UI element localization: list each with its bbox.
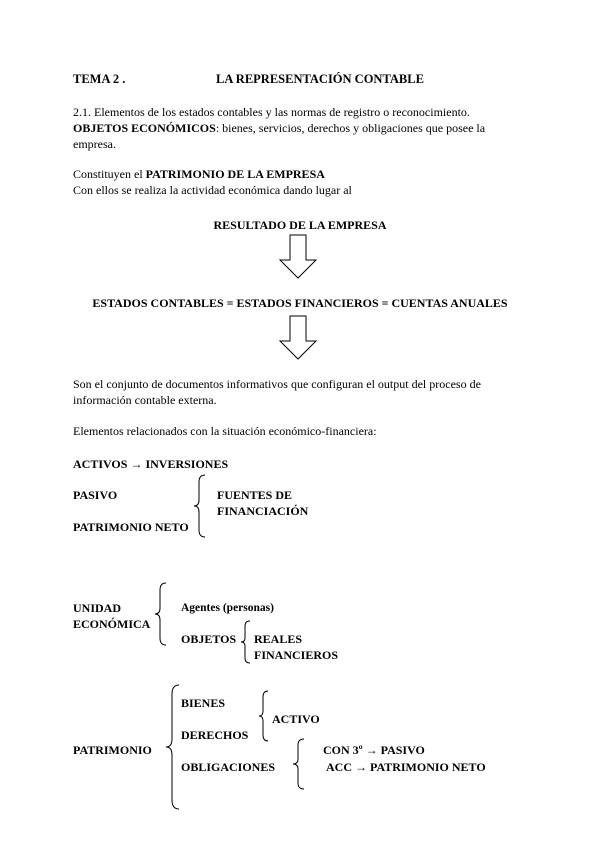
right-arrow-icon: → [365, 743, 378, 757]
resultado-heading: RESULTADO DE LA EMPRESA [213, 218, 387, 232]
bienes-label: BIENES [181, 696, 226, 710]
right-arrow-icon: → [355, 760, 367, 774]
down-arrow-icon [278, 315, 318, 361]
description-line-2: información contable externa. [73, 393, 217, 407]
topic-number: TEMA 2 . [73, 72, 126, 86]
fuentes-line-2: FINANCIACIÓN [217, 504, 309, 518]
intro-line-2 [73, 121, 485, 136]
down-arrow-icon [278, 234, 318, 280]
pasivo-label: PASIVO [73, 488, 118, 502]
financieros-label: FINANCIEROS [254, 648, 339, 662]
left-brace-icon [193, 474, 207, 538]
left-brace-icon [258, 690, 270, 742]
objetos-economicos-label: OBJETOS ECONÓMICOS [73, 121, 216, 135]
elementos-line: Elementos relacionados con la situación económico-financiera: [73, 424, 377, 438]
acc-label: ACC [326, 760, 352, 774]
unidad-label-1: UNIDAD [73, 601, 121, 615]
intro-line-3: empresa. [73, 137, 116, 151]
patrimonio-label: PATRIMONIO [73, 743, 152, 757]
description-line-1: Son el conjunto de documentos informativos que configuran el output del proceso de [73, 377, 481, 391]
constituyen-text: Constituyen el [73, 167, 146, 181]
left-brace-icon [240, 620, 252, 664]
fuentes-line-1: FUENTES DE [217, 488, 293, 502]
con-ellos-line: Con ellos se realiza la actividad económica dando lugar al [73, 183, 352, 197]
left-brace-icon [154, 582, 168, 646]
pasivo-target-label: PASIVO [380, 743, 425, 757]
objetos-economicos-text: : bienes, servicios, derechos y obligaciones que posee la [215, 121, 486, 135]
obligaciones-label: OBLIGACIONES [181, 760, 276, 774]
acc-line [326, 760, 486, 775]
reales-label: REALES [254, 632, 303, 646]
patrimonio-neto-label: PATRIMONIO NETO [73, 520, 189, 534]
activo-label: ACTIVO [272, 712, 320, 726]
constituyen-line [73, 167, 325, 182]
page-title: LA REPRESENTACIÓN CONTABLE [216, 72, 424, 86]
con-terceros-line [323, 743, 425, 758]
left-brace-icon [165, 684, 181, 810]
con-terceros-label: CON 3º [323, 743, 363, 757]
patrimonio-empresa-label: PATRIMONIO DE LA EMPRESA [145, 167, 325, 181]
agentes-label: Agentes (personas) [181, 602, 274, 614]
objetos-label: OBJETOS [181, 632, 237, 646]
intro-line-1: 2.1. Elementos de los estados contables y las normas de registro o reconocimiento. [73, 105, 470, 119]
unidad-label-2: ECONÓMICA [73, 617, 151, 631]
inversiones-label: INVERSIONES [145, 457, 229, 471]
derechos-label: DERECHOS [181, 728, 249, 742]
activos-label: ACTIVOS [73, 457, 128, 471]
estados-contables-heading: ESTADOS CONTABLES = ESTADOS FINANCIEROS = CUENTAS ANUALES [92, 296, 508, 310]
activos-line [73, 457, 228, 472]
patrimonio-neto-target-label: PATRIMONIO NETO [370, 760, 486, 774]
left-brace-icon [292, 738, 306, 790]
right-arrow-icon: → [130, 457, 143, 471]
